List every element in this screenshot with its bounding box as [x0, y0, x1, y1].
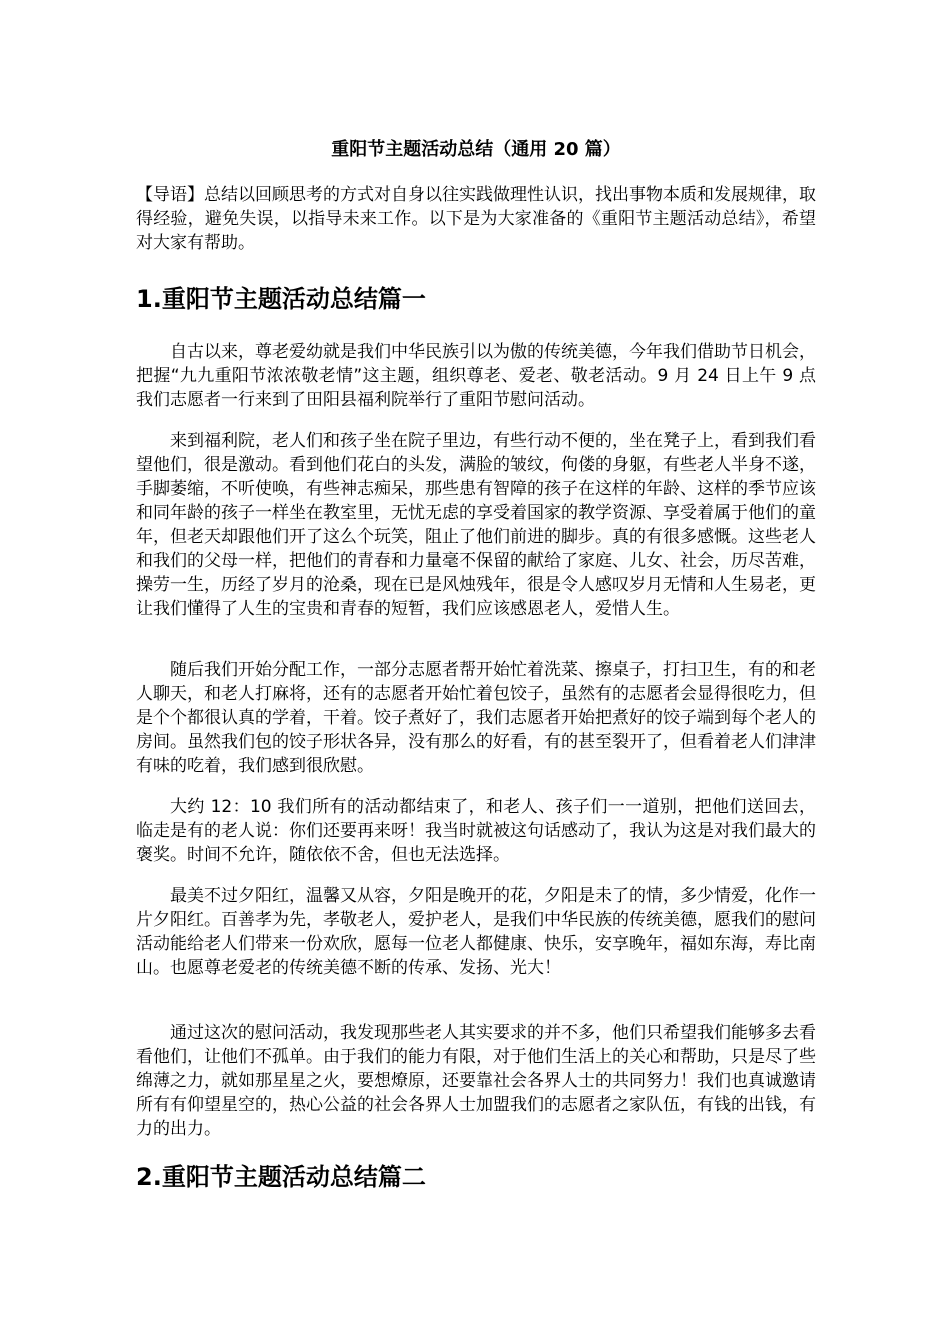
section-1-paragraph-3: 随后我们开始分配工作，一部分志愿者帮开始忙着洗菜、擦桌子，打扫卫生，有的和老人聊天，和老人打麻将，还有的志愿者开始忙着包饺子，虽然有的志愿者会显得很吃力，但是个个都很认真的学着，干着。饺子煮好了，我们志愿者开始把煮好的饺子端到每个老人的房间。虽然我们包的饺子形状各异，没有那么的好看，有的甚至裂开了，但看着老人们津津有味的吃着，我们感到很欣慰。: [136, 660, 816, 776]
section-1-paragraph-6: 通过这次的慰问活动，我发现那些老人其实要求的并不多，他们只希望我们能够多去看看他们，让他们不孤单。由于我们的能力有限，对于他们生活上的关心和帮助，只是尽了些绵薄之力，就如那星星之火，要想燎原，还要靠社会各界人士的共同努力！我们也真诚邀请所有有仰望星空的，热心公益的社会各界人士加盟我们的志愿者之家队伍，有钱的出钱，有力的出力。: [136, 1023, 816, 1139]
document-title: 重阳节主题活动总结（通用 20 篇）: [331, 139, 621, 160]
section-1-heading: 1.重阳节主题活动总结篇一: [136, 285, 426, 313]
section-2-heading: 2.重阳节主题活动总结篇二: [136, 1163, 426, 1191]
section-1-paragraph-5: 最美不过夕阳红，温馨又从容，夕阳是晚开的花，夕阳是未了的情，多少情爱，化作一片夕阳红。百善孝为先，孝敬老人，爱护老人，是我们中华民族的传统美德，愿我们的慰问活动能给老人们带来一份欢欣，愿每一位老人都健康、快乐，安享晚年，福如东海，寿比南山。也愿尊老爱老的传统美德不断的传承、发扬、光大！: [136, 886, 816, 978]
section-1-paragraph-1: 自古以来，尊老爱幼就是我们中华民族引以为傲的传统美德，今年我们借助节日机会，把握“九九重阳节浓浓敬老情”这主题，组织尊老、爱老、敬老活动。9 月 24 日上午 9 点我们志愿者一行来到了田阳县福利院举行了重阳节慰问活动。: [136, 342, 816, 410]
section-1-paragraph-2: 来到福利院，老人们和孩子坐在院子里边，有些行动不便的，坐在凳子上，看到我们看望他们，很是激动。看到他们花白的头发，满脸的皱纹，佝偻的身躯，有些老人半身不遂，手脚萎缩，不听使唤，有些神志痴呆，那些患有智障的孩子在这样的年龄、这样的季节应该和同年龄的孩子一样坐在教室里，无忧无虑的享受着国家的教学资源、享受着属于他们的童年，但老天却跟他们开了这么个玩笑，阻止了他们前进的脚步。真的有很多感慨。这些老人和我们的父母一样，把他们的青春和力量毫不保留的献给了家庭、儿女、社会，历尽苦难，操劳一生，历经了岁月的沧桑，现在已是风烛残年，很是令人感叹岁月无情和人生易老，更让我们懂得了人生的宝贵和青春的短暂，我们应该感恩老人，爱惜人生。: [136, 431, 816, 619]
intro-paragraph: 【导语】总结以回顾思考的方式对自身以往实践做理性认识，找出事物本质和发展规律，取得经验，避免失误，以指导未来工作。以下是为大家准备的《重阳节主题活动总结》，希望对大家有帮助。: [136, 185, 816, 253]
section-1-paragraph-4: 大约 12：10 我们所有的活动都结束了，和老人、孩子们一一道别，把他们送回去，临走是有的老人说：你们还要再来呀！我当时就被这句话感动了，我认为这是对我们最大的褒奖。时间不允许，随依依不舍，但也无法选择。: [136, 797, 816, 865]
